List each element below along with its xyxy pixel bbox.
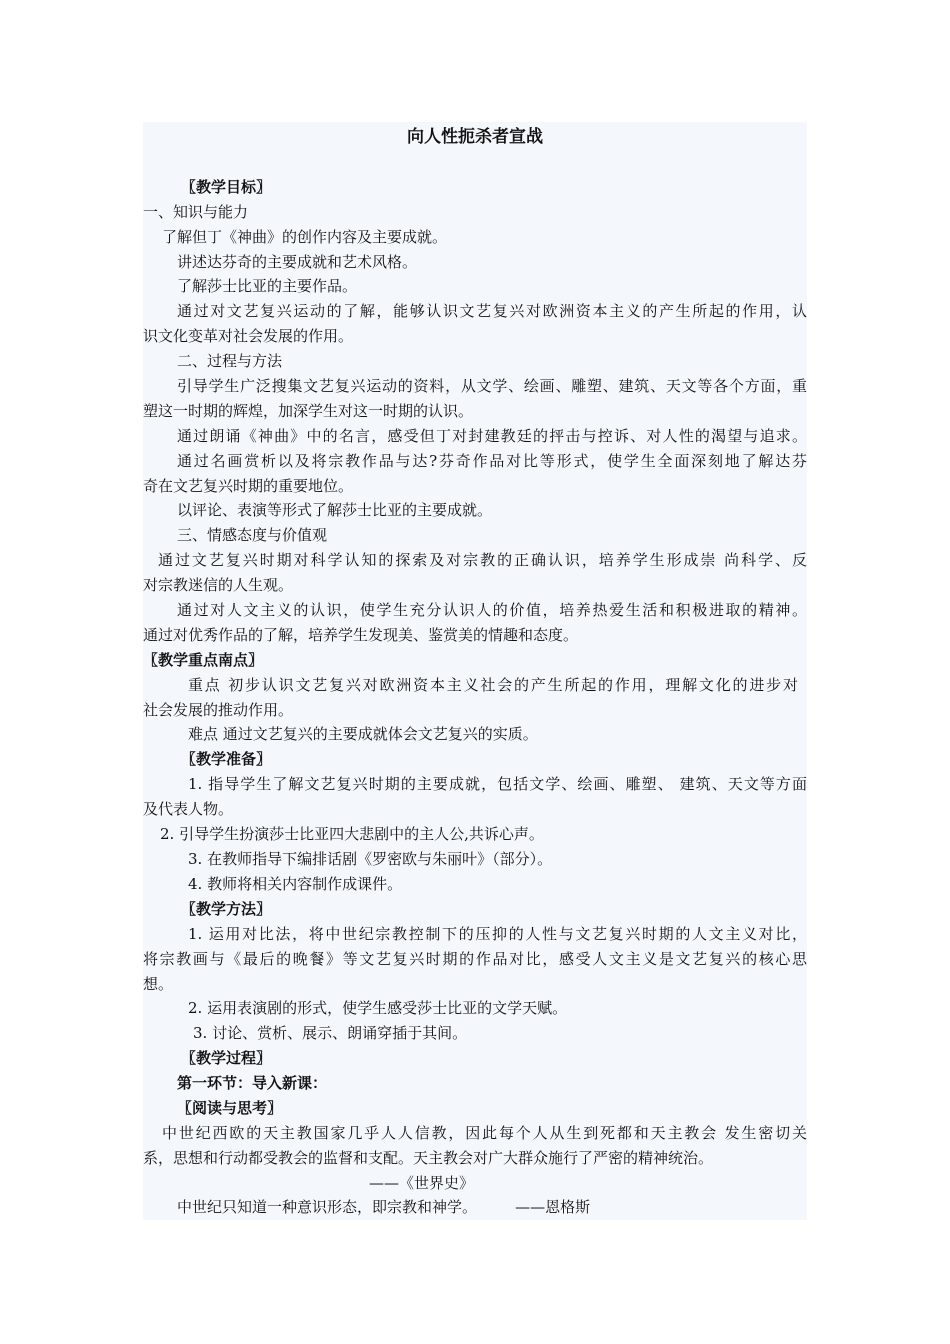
paragraph: 4. 教师将相关内容制作成课件。 <box>188 875 403 893</box>
process-heading: 二、过程与方法 <box>177 352 283 370</box>
methods-heading: 〖教学方法〗 <box>181 900 272 918</box>
step-one-heading: 第一环节：导入新课： <box>177 1074 328 1092</box>
paragraph: 难点 通过文艺复兴的主要成就体会文艺复兴的实质。 <box>188 725 538 743</box>
paragraph: 将宗教画与《最后的晚餐》等文艺复兴时期的作品对比，感受人文主义是文艺复兴的核心思 <box>143 950 807 968</box>
paragraph: 通过对人文主义的认识，使学生充分认识人的价值，培养热爱生活和积极进取的精神。 <box>177 601 807 619</box>
paragraph: 通过名画赏析以及将宗教作品与达?芬奇作品对比等形式，使学生全面深刻地了解达芬 <box>177 452 807 470</box>
paragraph: 了解但丁《神曲》的创作内容及主要成就。 <box>162 228 448 246</box>
paragraph: 3. 在教师指导下编排话剧《罗密欧与朱丽叶》（部分）。 <box>188 850 553 868</box>
paragraph: 引导学生广泛搜集文艺复兴运动的资料，从文学、绘画、雕塑、建筑、天文等各个方面，重 <box>177 377 807 395</box>
citation: ——《世界史》 <box>369 1174 475 1192</box>
paragraph: 2. 引导学生扮演莎士比亚四大悲剧中的主人公,共诉心声。 <box>160 825 544 843</box>
paragraph: 通过朗诵《神曲》中的名言，感受但丁对封建教廷的抨击与控诉、对人性的渴望与追求。 <box>177 427 807 445</box>
paragraph: 通过文艺复兴时期对科学认知的探索及对宗教的正确认识，培养学生形成崇 尚科学、反 <box>158 551 807 569</box>
paragraph: 讲述达芬奇的主要成就和艺术风格。 <box>177 253 418 271</box>
paragraph: 中世纪西欧的天主教国家几乎人人信教，因此每个人从生到死都和天主教会 发生密切关 <box>162 1124 807 1142</box>
paragraph: 了解莎士比亚的主要作品。 <box>177 277 358 295</box>
paragraph: 以评论、表演等形式了解莎士比亚的主要成就。 <box>177 501 493 519</box>
goals-heading: 〖教学目标〗 <box>181 178 272 196</box>
paragraph: 奇在文艺复兴时期的重要地位。 <box>143 477 354 495</box>
paragraph: 识文化变革对社会发展的作用。 <box>143 327 354 345</box>
knowledge-heading: 一、知识与能力 <box>143 203 249 221</box>
course-heading: 〖教学过程〗 <box>181 1049 272 1067</box>
paragraph: 系，思想和行动都受教会的监督和支配。天主教会对广大群众施行了严密的精神统治。 <box>143 1149 714 1167</box>
paragraph: 1. 指导学生了解文艺复兴时期的主要成就，包括文学、绘画、雕塑、 建筑、天文等方面 <box>188 775 807 793</box>
paragraph: 塑这一时期的辉煌，加深学生对这一时期的认识。 <box>143 402 474 420</box>
paragraph: 通过对文艺复兴运动的了解，能够认识文艺复兴对欧洲资本主义的产生所起的作用，认 <box>177 302 807 320</box>
key-points-heading: 〖教学重点南点〗 <box>143 651 264 669</box>
paragraph: 通过对优秀作品的了解，培养学生发现美、鉴赏美的情趣和态度。 <box>143 626 579 644</box>
paragraph: 社会发展的推动作用。 <box>143 701 294 719</box>
reading-heading: 〖阅读与思考〗 <box>177 1099 283 1117</box>
document-title: 向人性扼杀者宣战 <box>407 127 543 147</box>
paragraph: 2. 运用表演剧的形式，使学生感受莎士比亚的文学天赋。 <box>188 999 568 1017</box>
paragraph: 1. 运用对比法，将中世纪宗教控制下的压抑的人性与文艺复兴时期的人文主义对比， <box>188 925 807 943</box>
paragraph: 想。 <box>143 975 174 993</box>
paragraph: 重点 初步认识文艺复兴对欧洲资本主义社会的产生所起的作用，理解文化的进步对 <box>188 676 798 694</box>
paragraph: 中世纪只知道一种意识形态，即宗教和神学。 ——恩格斯 <box>177 1198 591 1216</box>
paragraph: 及代表人物。 <box>143 800 234 818</box>
paragraph: 对宗教迷信的人生观。 <box>143 576 294 594</box>
paragraph: 3. 讨论、赏析、展示、朗诵穿插于其间。 <box>193 1024 468 1042</box>
emotion-heading: 三、情感态度与价值观 <box>177 526 328 544</box>
preparation-heading: 〖教学准备〗 <box>181 750 272 768</box>
